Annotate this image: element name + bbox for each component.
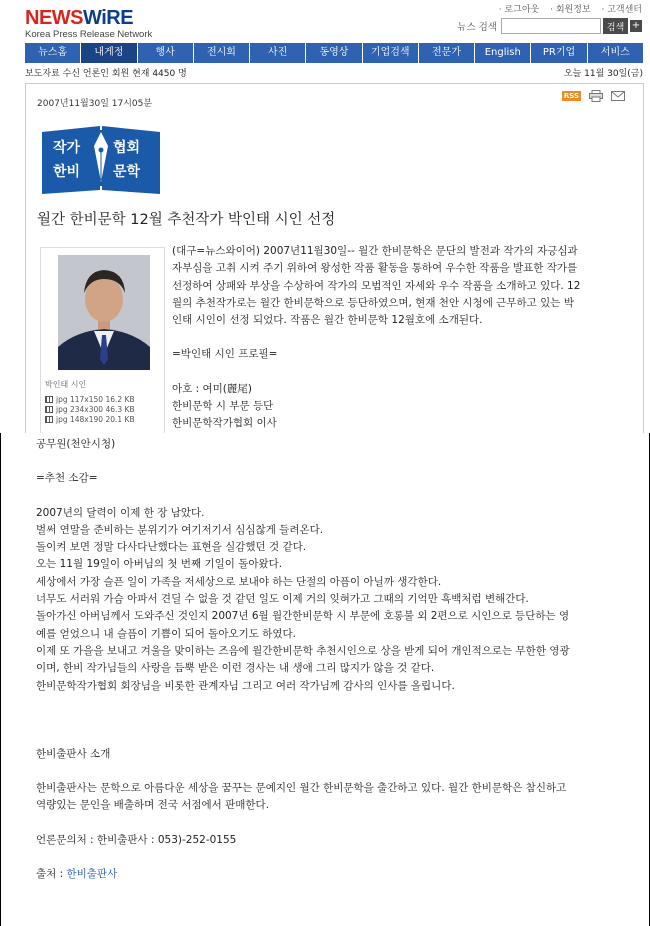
photo-download-medium[interactable]: jpg 148x190 20.1 KB (45, 415, 135, 424)
member-info-link[interactable]: · 회원정보 (550, 5, 591, 15)
photo-caption: 박인태 시인 (45, 380, 87, 389)
customer-center-link[interactable]: · 고객센터 (601, 5, 642, 15)
logo-news: NEWS (25, 7, 83, 29)
recommend-line: 2007년의 달력이 이제 한 장 남았다. (36, 506, 205, 519)
nav-pr-companies[interactable]: PR기업 (531, 43, 587, 63)
source-link[interactable]: 한비출판사 (66, 868, 118, 881)
contact-info: 언론문의처 : 한비출판사 : 053)-252-0155 (36, 833, 237, 846)
intro-line: 월의 추천작가로는 월간 한비문학으로 등단하였으며, 현재 천안 시청에 근무하고 있는 박 (172, 296, 574, 309)
main-nav (25, 43, 643, 63)
site-header (0, 0, 650, 42)
print-icon[interactable] (589, 90, 603, 102)
hanbi-literature-logo (40, 120, 162, 194)
recommend-line: 벌써 연말을 준비하는 분위기가 여기저기서 심심찮게 들려온다. (36, 523, 324, 536)
profile-job: 공무원(천안시청) (36, 438, 116, 450)
image-file-icon (45, 396, 53, 403)
recommend-line: 너무도 서러워 가슴 아파서 견딜 수 없을 것 같던 일도 이제 거의 잊혀가고 그때의 기억만 흑백처럼 변해간다. (36, 593, 529, 606)
newswire-logo[interactable] (25, 8, 152, 40)
photo-box (40, 247, 165, 435)
badge-text-association: 협회 (113, 140, 141, 156)
source-label: 출처 : (36, 868, 67, 881)
article-body (36, 436, 636, 883)
nav-events[interactable]: 행사 (138, 43, 194, 63)
article-headline: 월간 한비문학 12월 추천작가 박인태 시인 선정 (37, 212, 336, 228)
nav-experts[interactable]: 전문가 (419, 43, 475, 63)
nav-news-home[interactable]: 뉴스홈 (25, 43, 81, 63)
recommend-line: 이제 또 가을을 보내고 겨울을 맞이하는 즈음에 월간한비문학 추천시인으로 상을 받게 되어 개인적으로는 무한한 영광 (36, 644, 570, 657)
member-count: 보도자료 수신 언론인 회원 현재 4450 명 (25, 69, 187, 79)
intro-line: 인태 시인이 선정 되었다. 작품은 월간 한비문학 12월호에 소개된다. (172, 314, 483, 327)
publisher-heading: 한비출판사 소개 (36, 747, 111, 760)
today-date: 오늘 11월 30일(금) (563, 69, 643, 79)
search-label: 뉴스 검색 (457, 22, 497, 33)
image-file-icon (45, 416, 53, 423)
profile-line: 한비문학작가협회 이사 (172, 417, 277, 430)
rss-button[interactable]: RSS (563, 92, 579, 100)
publisher-line: 역량있는 문인을 배출하며 전국 서점에서 판매한다. (36, 799, 270, 812)
recommend-line: 돌이켜 보면 정말 다사다난했다는 표현을 실감했던 것 같다. (36, 541, 307, 554)
intro-line: (대구=뉴스와이어) 2007년11월30일-- 월간 한비문학은 문단의 발전과 작가의 자긍심과 (172, 245, 578, 257)
nav-exhibitions[interactable]: 전시회 (194, 43, 250, 63)
email-icon[interactable] (611, 90, 625, 102)
nav-company-search[interactable]: 기업검색 (363, 43, 419, 63)
logo-tagline: Korea Press Release Network (25, 29, 153, 40)
author-photo[interactable] (58, 255, 150, 370)
image-file-icon (45, 406, 53, 413)
search-button[interactable]: 검색 (603, 18, 628, 34)
recommend-line: 한비문학작가협회 회장님을 비롯한 관계자님 그리고 여러 작가님께 감사의 인사를 올립니다. (36, 679, 455, 692)
badge-text-hanbi: 한비 (53, 164, 81, 180)
recommend-line: 이며, 한비 작가님들의 사랑을 듬뿍 받은 이런 경사는 내 생애 그리 많지가 않을 것 같다. (36, 662, 435, 675)
search-input[interactable] (501, 18, 601, 34)
photo-download-small[interactable]: jpg 117x150 16.2 KB (45, 395, 135, 404)
recommend-line: 돌아가신 아버님께서 도와주신 것인지 2007년 6월 월간한비문학 시 부문에 호롱불 외 2편으로 시인으로 등단하는 영 (36, 610, 570, 623)
logo-wire: WiRE (83, 7, 134, 29)
nav-services[interactable]: 서비스 (600, 47, 630, 58)
article-intro (172, 243, 642, 433)
top-links (491, 2, 642, 15)
nav-videos[interactable]: 동영상 (306, 43, 362, 63)
nav-my-account[interactable]: 내게정 (81, 43, 137, 63)
nav-photos[interactable]: 사진 (250, 43, 306, 63)
intro-line: 선정하여 상패와 부상을 수상하여 작가의 모범적인 자세와 우수 작품을 소개하고 있다. 12 (172, 279, 581, 292)
article-dateline: 2007년11월30일 17시05분 (37, 99, 153, 109)
recommend-line: 세상에서 가장 슬픈 일이 가족을 저세상으로 보내야 하는 단절의 아픔이 아닐까 생각한다. (36, 575, 442, 588)
badge-text-literature: 문학 (113, 164, 141, 180)
recommend-line: 예를 얻었으니 내 슬픔이 기쁨이 되어 돌아오기도 하였다. (36, 627, 296, 640)
logout-link[interactable]: · 로그아웃 (498, 5, 540, 15)
publisher-line: 한비출판사는 문학으로 아름다운 세상을 꿈꾸는 문예지인 월간 한비문학을 출간하고 있다. 월간 한비문학은 참신하고 (36, 782, 567, 795)
badge-text-writer: 작가 (53, 140, 81, 156)
intro-line: 자부심을 고취 시켜 주기 위하여 왕성한 작품 활동을 통하여 우수한 작품을 발표한 작가를 (172, 262, 578, 275)
recommend-heading: =추천 소감= (36, 472, 98, 485)
profile-line: 아호 : 여미(麗尾) (172, 382, 252, 395)
article-tools (562, 90, 625, 102)
source-line (36, 866, 636, 883)
recommend-line: 오는 11월 19일이 아버님의 첫 번째 기일이 돌아왔다. (36, 558, 283, 571)
plus-icon[interactable]: + (631, 20, 641, 31)
profile-heading: =박인태 시인 프로필= (172, 348, 278, 361)
info-bar (25, 66, 643, 80)
news-search (457, 18, 642, 34)
photo-download-large[interactable]: jpg 234x300 46.3 KB (45, 405, 135, 414)
nav-english[interactable]: English (475, 43, 531, 63)
profile-line: 한비문학 시 부문 등단 (172, 400, 274, 413)
